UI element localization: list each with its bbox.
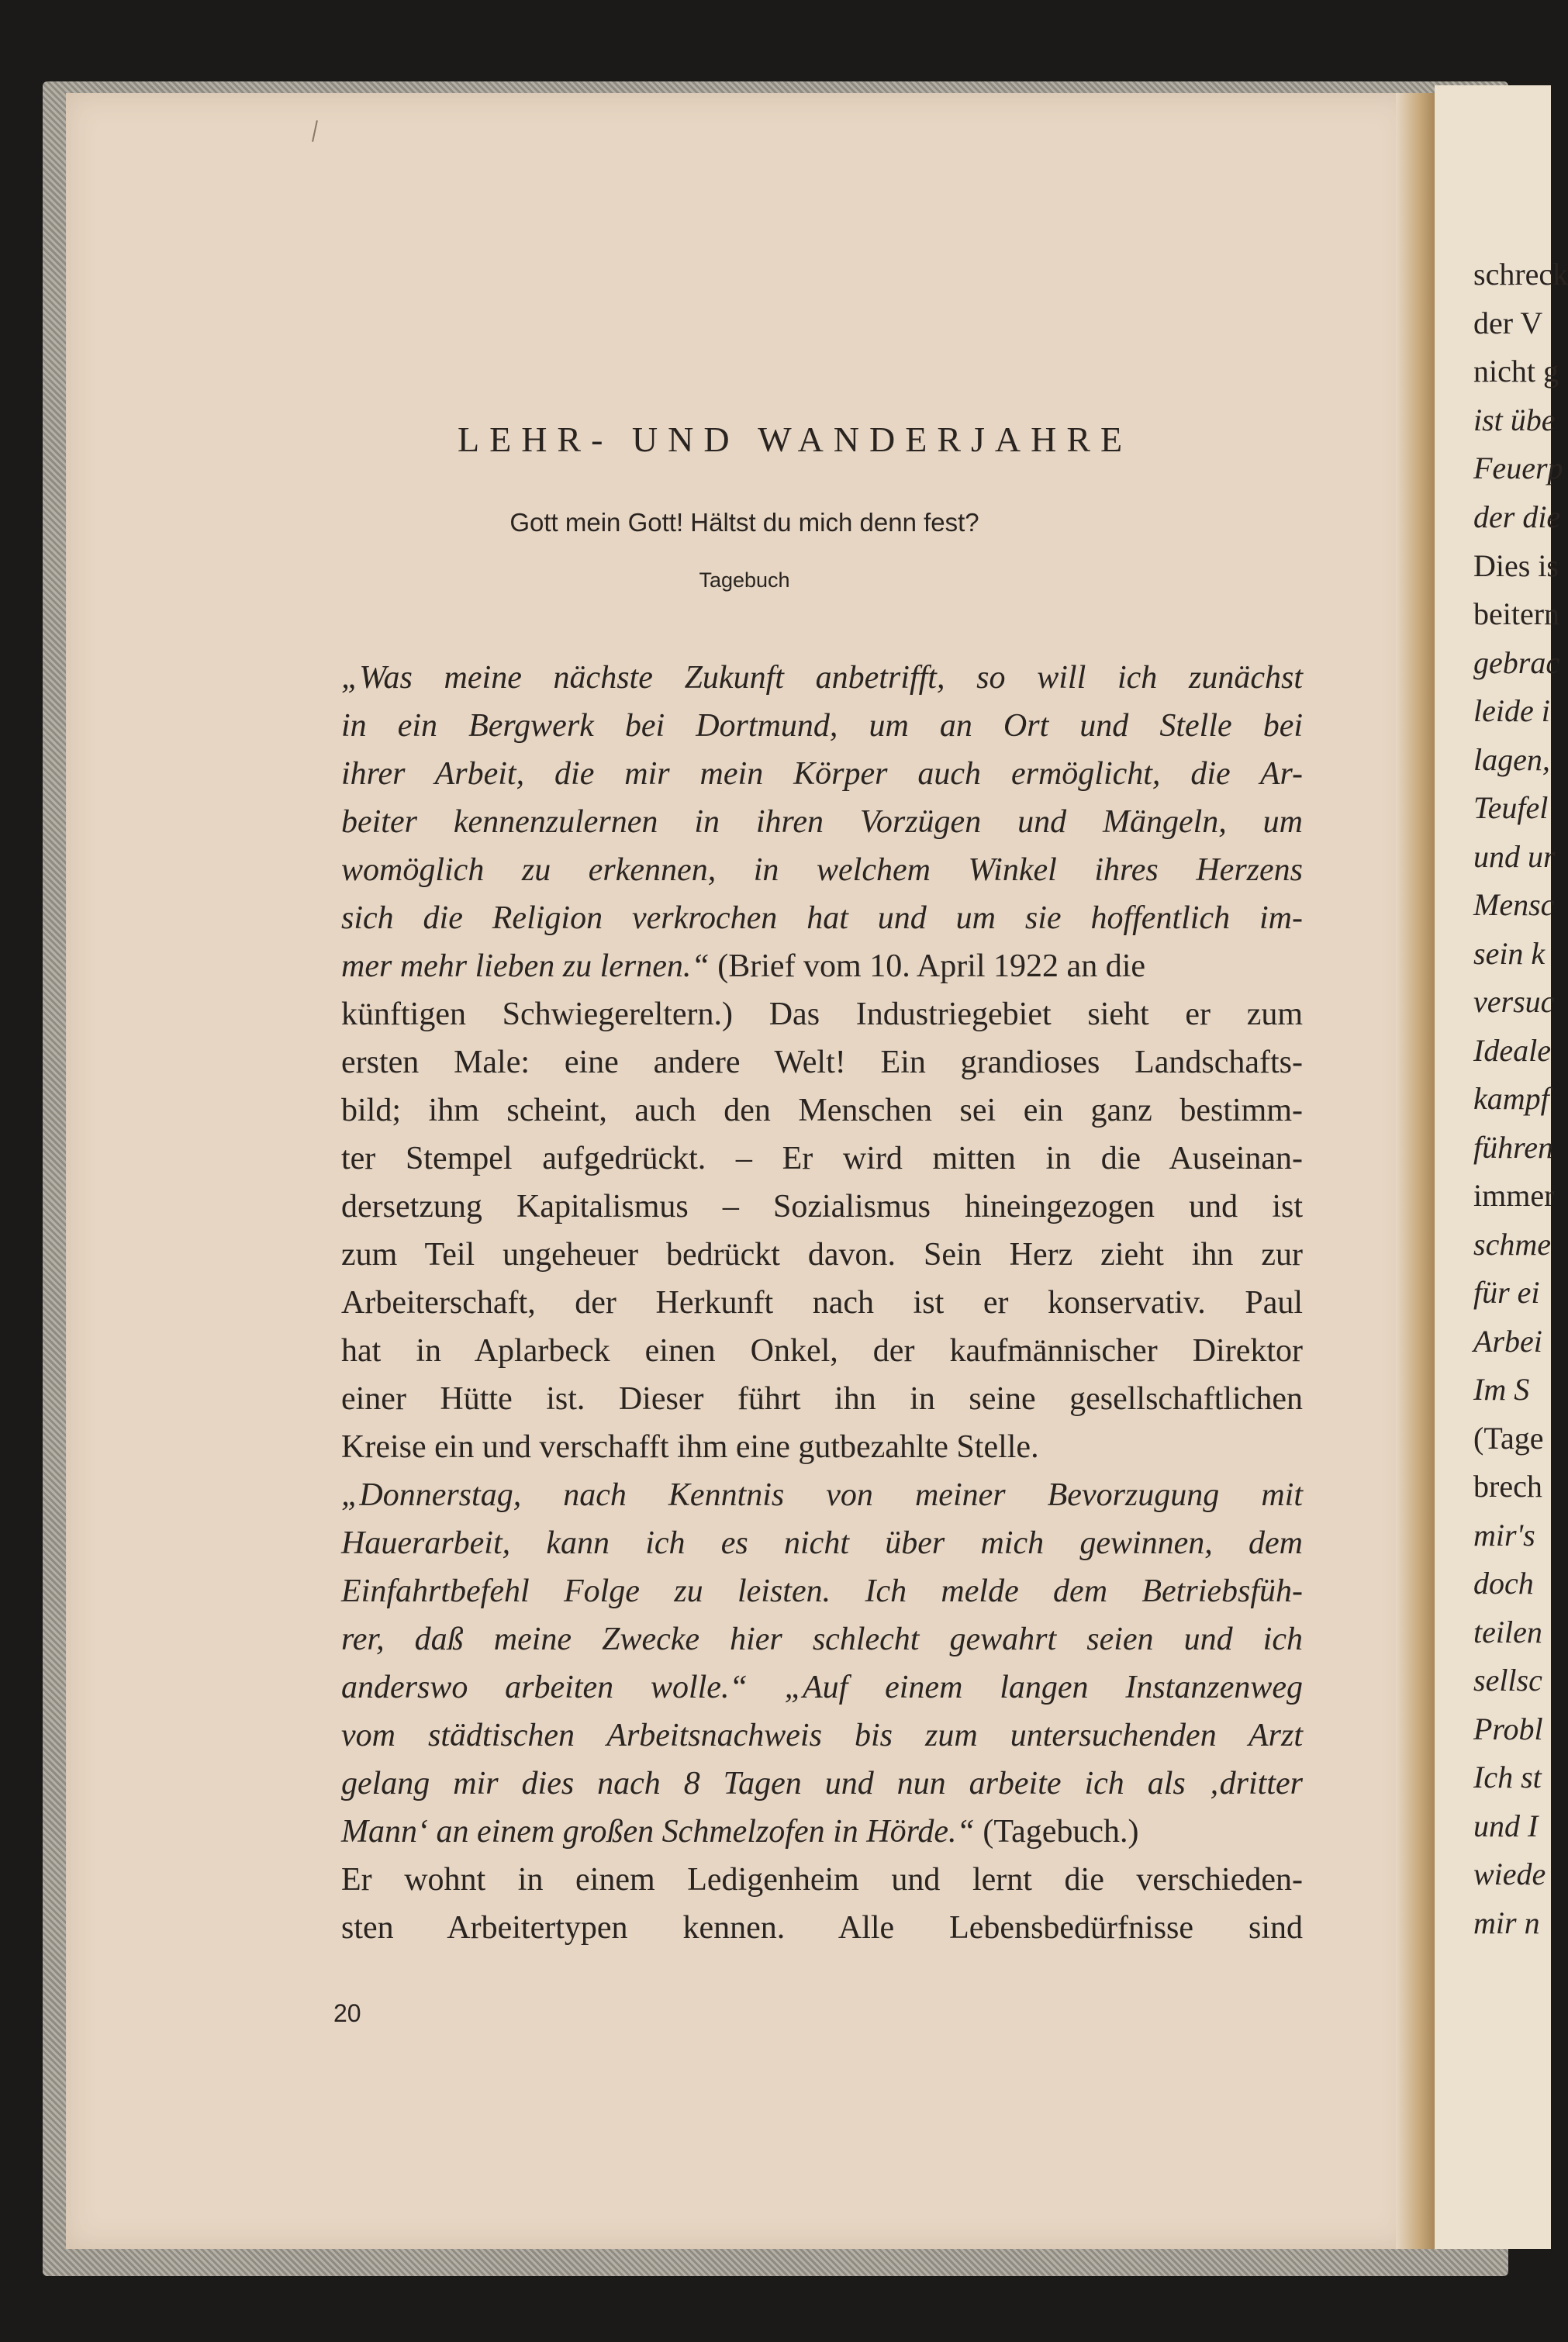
body-line: womöglich zu erkennen, in welchem Winkel ihres Herzens	[341, 852, 1303, 888]
motto-source: Tagebuch	[699, 568, 790, 592]
right-page-fragment: Ich st	[1473, 1760, 1542, 1794]
right-page-fragment: nicht g	[1473, 354, 1559, 389]
body-line: „Was meine nächste Zukunft anbetrifft, so will ich zunächst	[341, 660, 1303, 696]
right-page-fragment: leide i	[1473, 693, 1550, 728]
right-page-fragment: schreck	[1473, 257, 1568, 292]
body-line-citation: (Tagebuch.)	[983, 1814, 1139, 1850]
right-page-fragment: (Tage	[1473, 1421, 1544, 1456]
right-page-fragment: Dies is	[1473, 548, 1559, 583]
body-line-quote: Mann‘ an einem großen Schmelzofen in Hörde.“	[341, 1814, 975, 1850]
right-page-fragment: und ur	[1473, 839, 1556, 874]
body-line: einer Hütte ist. Dieser führt ihn in seine gesellschaftlichen	[341, 1381, 1303, 1417]
body-line: anderswo arbeiten wolle.“ „Auf einem langen Instanzenweg	[341, 1670, 1303, 1705]
right-page-fragment: sein k	[1473, 936, 1546, 971]
body-line: Kreise ein und verschafft ihm eine gutbezahlte Stelle.	[341, 1429, 1039, 1465]
right-page-fragment: Teufel	[1473, 790, 1549, 825]
body-line: Einfahrtbefehl Folge zu leisten. Ich melde dem Betriebsfüh-	[341, 1573, 1303, 1609]
right-page-fragment: immer	[1473, 1178, 1555, 1213]
body-line: Hauerarbeit, kann ich es nicht über mich gewinnen, dem	[341, 1525, 1303, 1561]
right-page-fragment: kampf	[1473, 1081, 1549, 1116]
right-page-fragment: doch	[1473, 1566, 1534, 1601]
right-page-fragment: Arbei	[1473, 1324, 1542, 1359]
right-page-fragment: sellsc	[1473, 1663, 1542, 1698]
right-page-fragment: führen	[1473, 1130, 1553, 1165]
right-page-fragment: lagen,	[1473, 742, 1550, 777]
body-line: dersetzung Kapitalismus – Sozialismus hineingezogen und ist	[341, 1189, 1303, 1225]
page-gutter	[1396, 93, 1435, 2249]
right-page-fragment: Mensc	[1473, 887, 1555, 922]
right-page-fragment: gebrac	[1473, 645, 1560, 680]
body-line: vom städtischen Arbeitsnachweis bis zum untersuchenden Arzt	[341, 1718, 1303, 1753]
right-page-fragment: Probl	[1473, 1712, 1543, 1746]
body-line-citation: (Brief vom 10. April 1922 an die	[717, 948, 1146, 984]
chapter-title: LEHR- UND WANDERJAHRE	[458, 420, 1133, 459]
body-line: in ein Bergwerk bei Dortmund, um an Ort und Stelle bei	[341, 708, 1303, 744]
right-page-fragment: versuc	[1473, 984, 1555, 1019]
right-page-fragment: teilen	[1473, 1615, 1542, 1649]
right-page-fragment: mir n	[1473, 1905, 1540, 1940]
right-page-fragment: beitern	[1473, 596, 1560, 631]
right-page-edge	[1435, 85, 1568, 2249]
right-page-fragment: Feuerp	[1473, 451, 1563, 485]
right-page-fragment: mir's	[1473, 1518, 1535, 1553]
right-page-fragment: schme	[1473, 1227, 1551, 1262]
right-page-fragment: ist übe	[1473, 402, 1556, 437]
body-line: gelang mir dies nach 8 Tagen und nun arbeite ich als ‚dritter	[341, 1766, 1303, 1801]
body-line	[341, 948, 1303, 985]
body-line: sten Arbeitertypen kennen. Alle Lebensbedürfnisse sind	[341, 1910, 1303, 1946]
body-line: ihrer Arbeit, die mir mein Körper auch ermöglicht, die Ar-	[341, 756, 1303, 792]
body-line: bild; ihm scheint, auch den Menschen sei ein ganz bestimm-	[341, 1093, 1303, 1128]
chapter-motto: Gott mein Gott! Hältst du mich denn fest?	[509, 508, 979, 537]
right-page-fragment: Ideale	[1473, 1033, 1551, 1068]
body-line: Er wohnt in einem Ledigenheim und lernt die verschieden-	[341, 1862, 1303, 1898]
body-line: ter Stempel aufgedrückt. – Er wird mitten in die Auseinan-	[341, 1141, 1303, 1176]
right-page-fragment: wiede	[1473, 1857, 1546, 1891]
body-line-quote: mer mehr lieben zu lernen.“	[341, 948, 710, 984]
body-line: künftigen Schwiegereltern.) Das Industriegebiet sieht er zum	[341, 997, 1303, 1032]
body-line: rer, daß meine Zwecke hier schlecht gewahrt seien und ich	[341, 1622, 1303, 1657]
body-line: beiter kennenzulernen in ihren Vorzügen und Mängeln, um	[341, 804, 1303, 840]
right-page-fragment: und I	[1473, 1808, 1539, 1843]
body-line: sich die Religion verkrochen hat und um sie hoffentlich im-	[341, 900, 1303, 936]
body-line: ersten Male: eine andere Welt! Ein grandioses Landschafts-	[341, 1045, 1303, 1080]
right-page-fragment: der die	[1473, 499, 1561, 534]
page-number: 20	[333, 1999, 361, 2027]
right-page-fragment: für ei	[1473, 1275, 1540, 1310]
body-line: hat in Aplarbeck einen Onkel, der kaufmännischer Direktor	[341, 1333, 1303, 1369]
body-line: Arbeiterschaft, der Herkunft nach ist er konservativ. Paul	[341, 1285, 1303, 1321]
body-line: zum Teil ungeheuer bedrückt davon. Sein Herz zieht ihn zur	[341, 1237, 1303, 1273]
right-page-fragment: der V	[1473, 306, 1543, 340]
body-line	[341, 1813, 1303, 1850]
right-page-fragment: brech	[1473, 1469, 1542, 1504]
right-page-fragment: Im S	[1473, 1372, 1530, 1407]
body-line: „Donnerstag, nach Kenntnis von meiner Bevorzugung mit	[341, 1477, 1303, 1513]
